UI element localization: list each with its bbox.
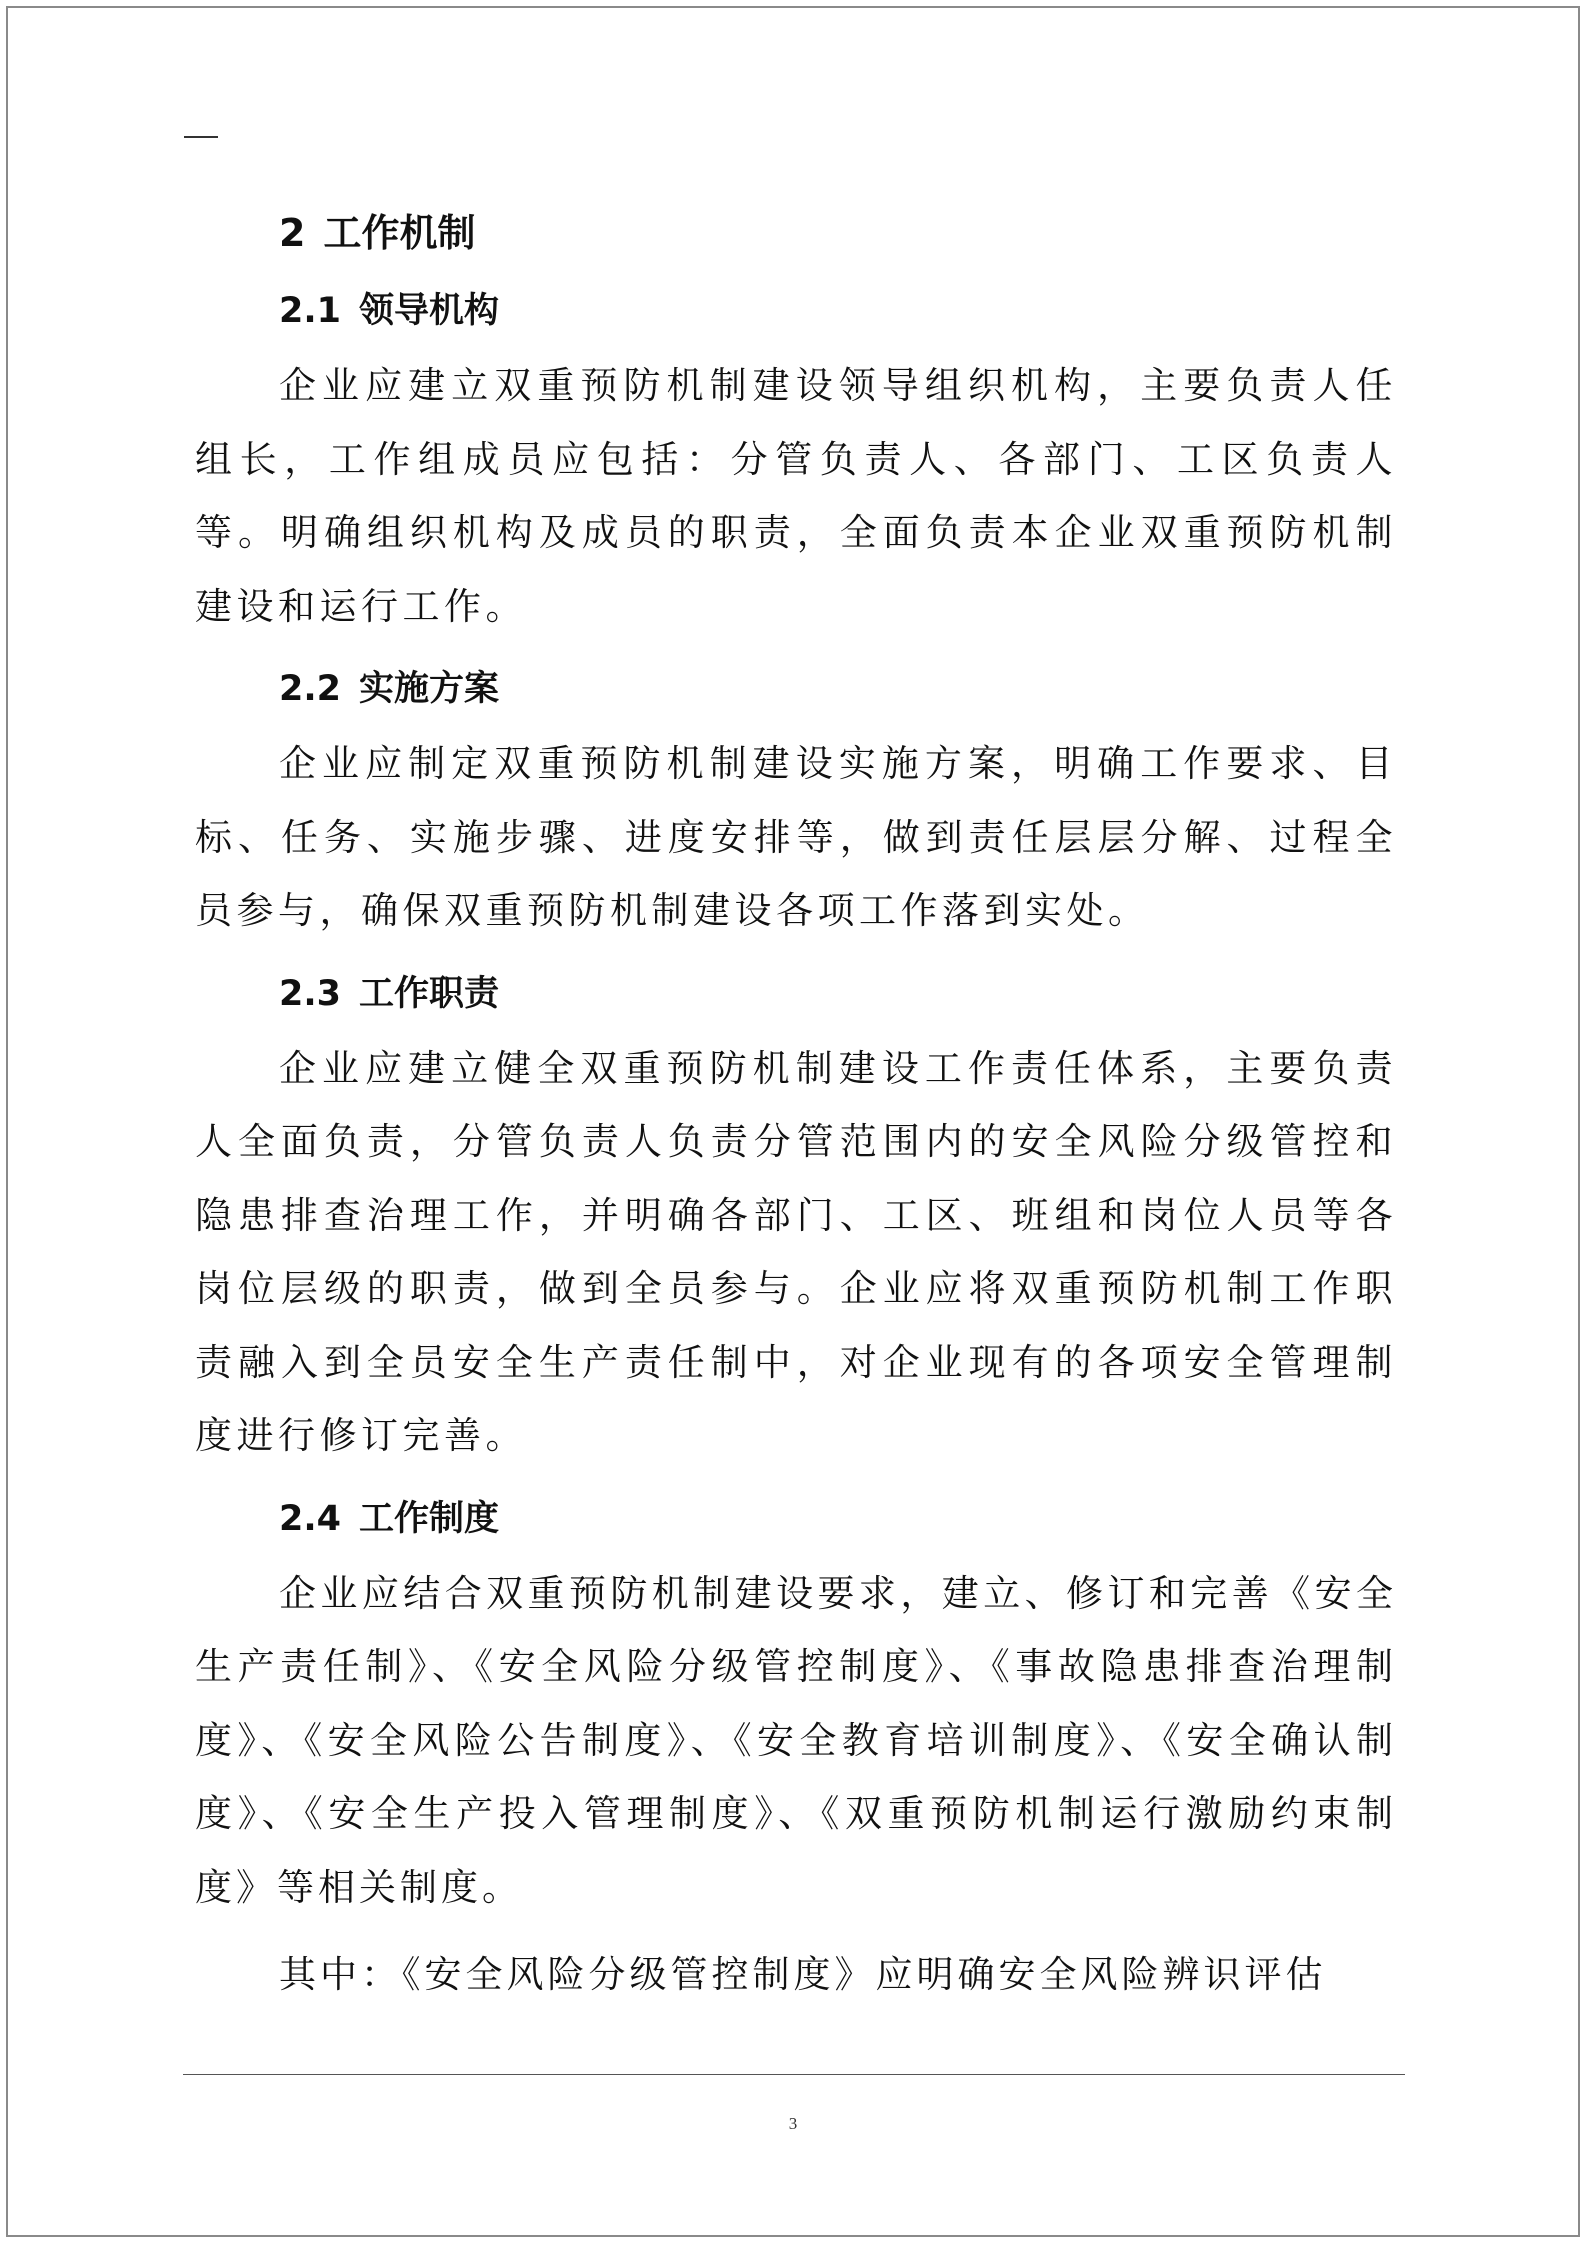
page-number: 3 [788, 2114, 798, 2133]
section-number: 2 [279, 211, 306, 255]
document-body [195, 213, 1397, 2038]
section-title: 工作制度 [359, 1498, 500, 1539]
section-number: 2.3 [279, 973, 342, 1014]
paragraph-leadership: 企业应建立双重预防机制建设领导组织机构，主要负责人任组长，工作组成员应包括：分管负责人、各部门、工区负责人等。明确组织机构及成员的职责，全面负责本企业双重预防机制建设和运行工作。 [195, 364, 1397, 628]
section-heading-2-1 [279, 291, 1397, 331]
paragraph-plan: 企业应制定双重预防机制建设实施方案，明确工作要求、目标、任务、实施步骤、进度安排等，做到责任层层分解、过程全员参与，确保双重预防机制建设各项工作落到实处。 [195, 742, 1397, 932]
section-title: 实施方案 [359, 669, 500, 709]
section-number: 2.2 [279, 669, 342, 709]
paragraph-systems: 企业应结合双重预防机制建设要求，建立、修订和完善《安全生产责任制》、《安全风险分级管控制度》、《事故隐患排查治理制度》、《安全风险公告制度》、《安全教育培训制度》、《安全确认制度》、《安全生产投入管理制度》、《双重预防机制运行激励约束制度》等相关制度。 [195, 1571, 1397, 1909]
header-mark [184, 136, 218, 138]
footer-divider [183, 2074, 1405, 2075]
section-heading-2-2 [279, 669, 1397, 709]
section-heading-2 [279, 213, 1397, 253]
section-number: 2.4 [279, 1498, 342, 1539]
section-heading-2-4 [279, 1499, 1397, 1539]
section-title: 工作职责 [359, 973, 500, 1014]
section-title: 领导机构 [359, 291, 500, 331]
section-title: 工作机制 [323, 211, 476, 255]
paragraph-responsibilities: 企业应建立健全双重预防机制建设工作责任体系，主要负责人全面负责，分管负责人负责分管范围内的安全风险分级管控和隐患排查治理工作，并明确各部门、工区、班组和岗位人员等各岗位层级的职责，做到全员参与。企业应将双重预防机制工作职责融入到全员安全生产责任制中，对企业现有的各项安全管理制度进行修订完善。 [195, 1046, 1397, 1457]
section-heading-2-3 [279, 974, 1397, 1014]
section-number: 2.1 [279, 291, 342, 331]
paragraph-continued: 其中：《安全风险分级管控制度》应明确安全风险辨识评估 [279, 1953, 1327, 1996]
document-page [6, 6, 1580, 2237]
